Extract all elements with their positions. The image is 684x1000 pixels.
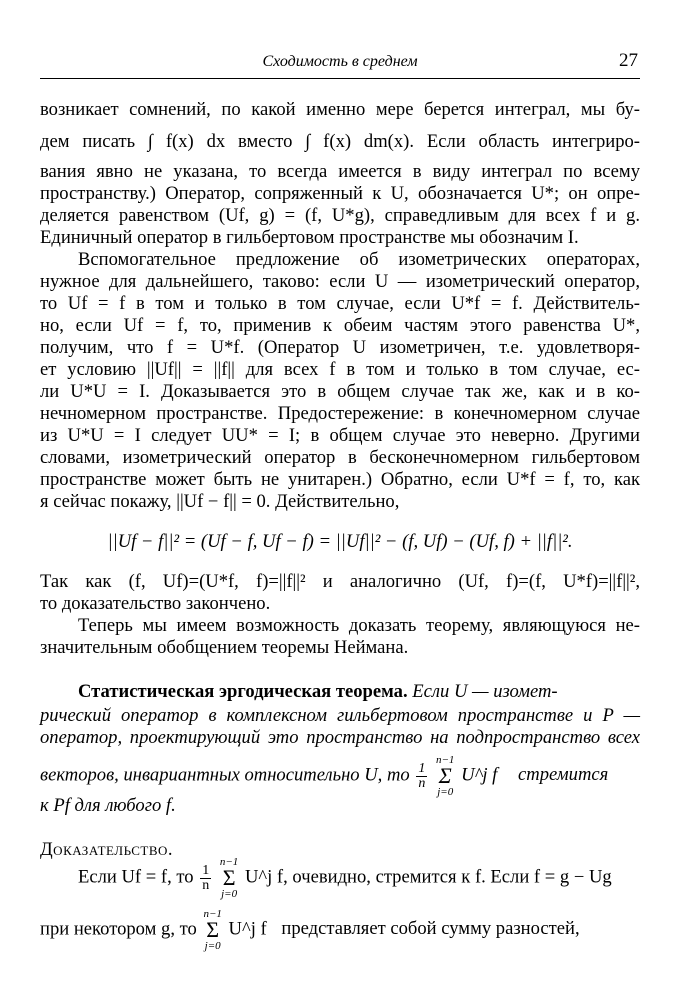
sum-symbol — [436, 754, 454, 798]
display-equation: ||Uf − f||² = (Uf − f, Uf − f) = ||Uf||² − (f, Uf) − (Uf, f) + ||f||². — [107, 531, 573, 552]
text-line: но, если Uf = f, то, применив к обеим частям этого равенства U*, — [40, 315, 640, 336]
proof-text: Если Uf = f, то — [78, 866, 194, 888]
sum-lower-limit: j=0 — [221, 888, 238, 900]
proof-text: представляет собой сумму разностей, — [281, 918, 580, 940]
text-line: нечномерном пространстве. Предостережение: в конечномерном случае — [40, 403, 640, 424]
fraction — [200, 864, 211, 893]
text-line: пространстве может быть не унитарен.) Обратно, если U*f = f, то, как — [40, 469, 640, 490]
proof-text: U^j f, очевидно, стремится к f. Если f = g − Ug — [244, 866, 612, 888]
sum-term: U^j f — [461, 764, 498, 786]
text-line: вания явно не указана, то всегда имеется в виду интеграл по всему — [40, 161, 640, 182]
sum-term: U^j f — [228, 918, 267, 940]
proof-line — [40, 908, 640, 952]
theorem-line: оператор, проектирующий это пространство на подпространство всех — [40, 727, 640, 748]
theorem-title: Статистическая эргодическая теорема. — [78, 681, 408, 702]
text-line: то Uf = f в том и только в том случае, если U*f = f. Действитель- — [40, 293, 640, 314]
text-line: я сейчас покажу, ||Uf − f|| = 0. Действительно, — [40, 491, 400, 512]
sum-upper-limit: n−1 — [203, 908, 222, 920]
theorem-text: векторов, инвариантных относительно U, то — [40, 764, 410, 786]
sigma: Σ — [438, 763, 452, 788]
text-line: дем писать ∫ f(x) dx вместо ∫ f(x) dm(x). Если область интегриро- — [40, 131, 640, 152]
text-line: Вспомогательное предложение об изометрических операторах, — [78, 249, 640, 270]
text-line: словами, изометрический оператор в бесконечномерном гильбертовом — [40, 447, 640, 468]
sigma: Σ — [222, 865, 236, 890]
fraction-numerator: 1 — [418, 760, 426, 776]
sum-lower-limit: j=0 — [437, 786, 454, 798]
running-title: Сходимость в среднем — [262, 53, 418, 70]
text-line: нужное для дальнейшего, таково: если U — изометрический оператор, — [40, 271, 640, 292]
page-header — [40, 50, 640, 79]
text-line: значительным обобщением теоремы Неймана. — [40, 637, 409, 658]
sum-upper-limit: n−1 — [436, 754, 455, 766]
theorem-line: к Pf для любого f. — [40, 795, 176, 816]
text-line: пространству.) Оператор, сопряженный к U, обозначается U*; он опре- — [40, 183, 640, 204]
text-line: получим, что f = U*f. (Оператор U изометричен, т.е. удовлетворя- — [40, 337, 640, 358]
sum-symbol — [220, 856, 238, 900]
fraction-numerator: 1 — [202, 862, 210, 878]
fraction-denominator: n — [202, 877, 210, 893]
text-line: деляется равенством (Uf, g) = (f, U*g), справедливым для всех f и g. — [40, 205, 640, 226]
proof-line — [78, 856, 640, 900]
proof-text: при некотором g, то — [40, 918, 197, 940]
sum-upper-limit: n−1 — [219, 856, 239, 868]
theorem-line: рический оператор в комплексном гильбертовом пространстве и P — — [40, 705, 640, 726]
text-line: возникает сомнений, по какой именно мере берется интеграл, мы бу- — [40, 99, 640, 120]
fraction — [416, 762, 427, 791]
proof-heading: Доказательство. — [40, 839, 174, 860]
theorem-line — [78, 680, 640, 704]
theorem-text: стремится — [518, 764, 609, 786]
text-line: ли U*U = I. Доказывается это в общем случае так же, как и в ко- — [40, 381, 640, 402]
text-line: то доказательство закончено. — [40, 593, 271, 614]
text-line: Теперь мы имеем возможность доказать теорему, являющуюся не- — [78, 615, 640, 636]
text-line: Единичный оператор в гильбертовом пространстве мы обозначим I. — [40, 227, 579, 248]
text-line: Так как (f, Uf)=(U*f, f)=||f||² и аналогично (Uf, f)=(f, U*f)=||f||², — [40, 571, 640, 592]
sigma: Σ — [206, 917, 220, 942]
sum-lower-limit: j=0 — [204, 940, 221, 952]
fraction-denominator: n — [418, 775, 426, 791]
page-number: 27 — [619, 50, 638, 71]
text-line: из U*U = I следует UU* = I; в общем случае это неверно. Другими — [40, 425, 640, 446]
sum-symbol — [203, 908, 221, 952]
text-line: ет условию ||Uf|| = ||f|| для всех f в том и только в том случае, ес- — [40, 359, 640, 380]
theorem-text: Если U — изомет- — [412, 681, 558, 702]
theorem-line — [40, 754, 640, 798]
